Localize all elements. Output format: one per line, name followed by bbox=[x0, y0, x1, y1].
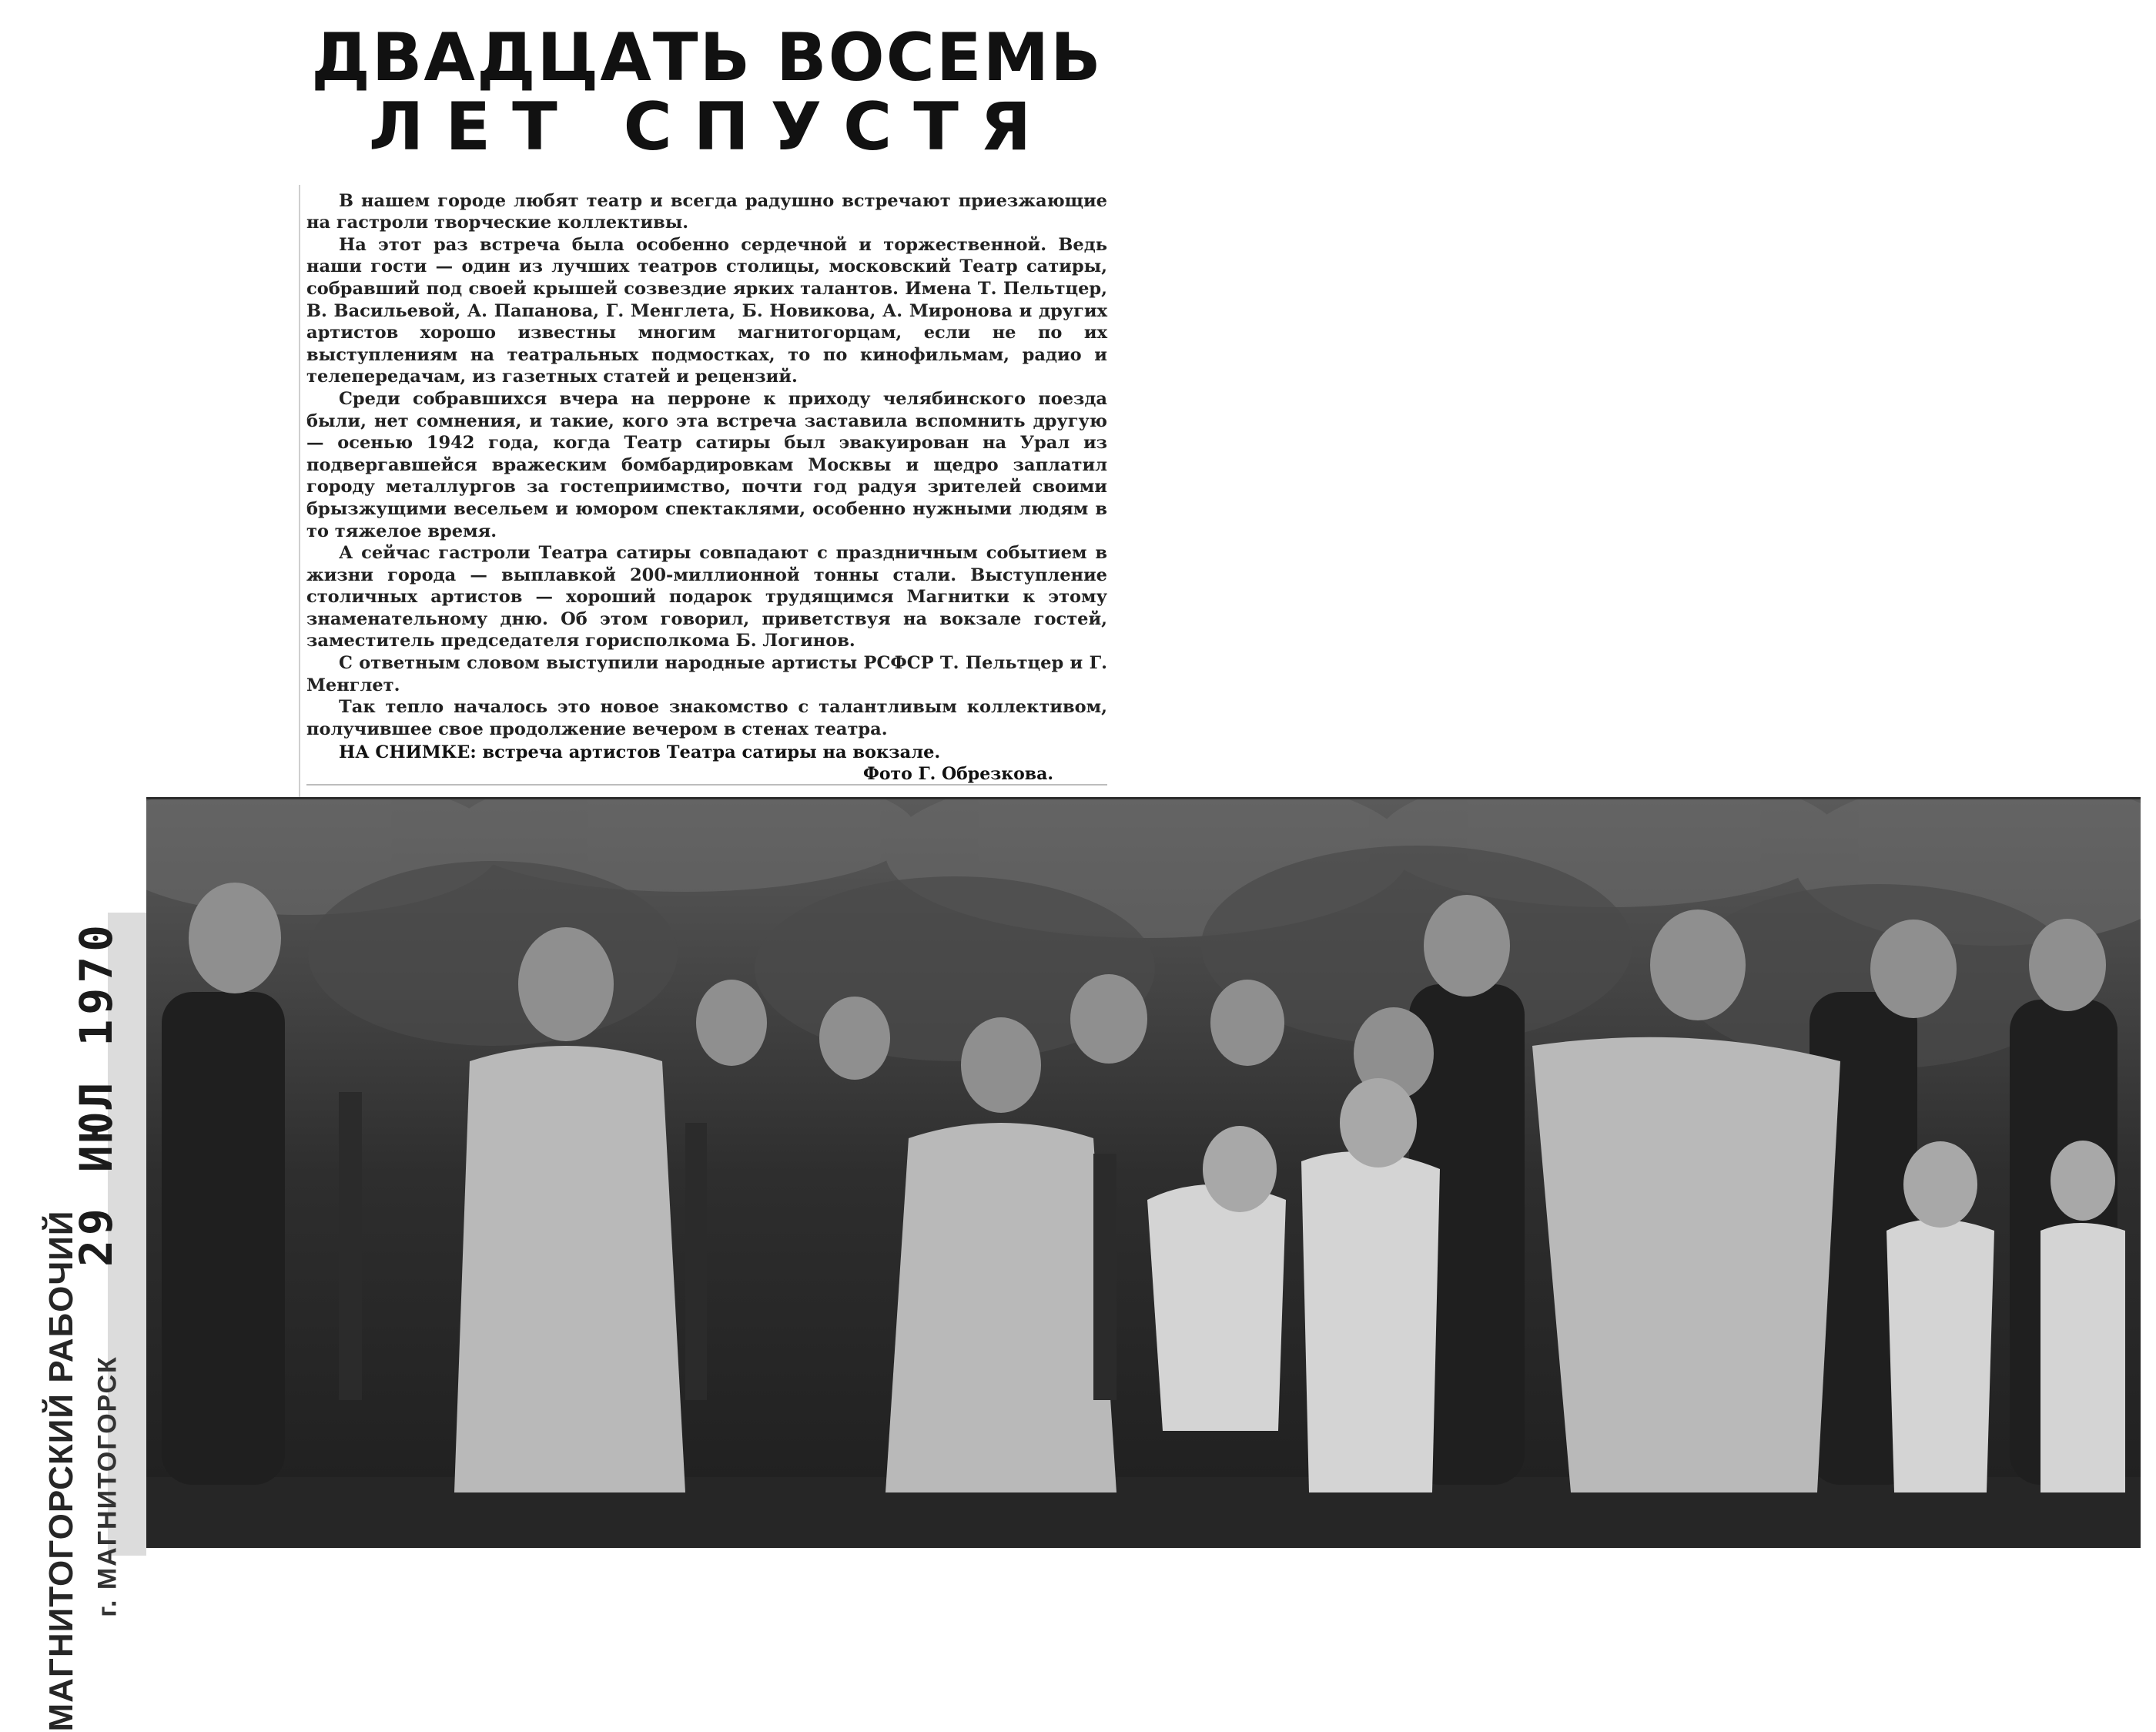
article-body bbox=[306, 190, 1107, 741]
paragraph: Среди собравшихся вчера на перроне к приходу челябинского поезда были, нет сомнения, и такие, кого эта встреча заставила вспомнить другую — осенью 1942 года, когда Театр сатиры был эвакуирован на Урал из подвергавшейся вражеским бомбардировкам Москвы и щедро заплатил городу металлургов за гостеприимство, почти год радуя зрителей своими брызжущими весельем и юмором спектаклями, особенно нужными людям в то тяжелое время. bbox=[306, 388, 1107, 541]
stamp-city-text: г. МАГНИТОГОРСК bbox=[92, 1355, 122, 1617]
headline-line-2: ЛЕТ СПУСТЯ bbox=[368, 89, 1053, 166]
clipping-edge bbox=[299, 185, 300, 816]
paragraph: В нашем городе любят театр и всегда радушно встречают приезжающие на гастроли творческие коллективы. bbox=[306, 190, 1107, 233]
headline bbox=[306, 19, 1107, 166]
paragraph: А сейчас гастроли Театра сатиры совпадают с праздничным событием в жизни города — выплавкой 200-миллионной тонны стали. Выступление столичных артистов — хороший подарок трудящимся Магнитки к этому знаменательному дню. Об этом говорил, приветствуя на вокзале гостей, заместитель председателя горисполкома Б. Логинов. bbox=[306, 543, 1107, 652]
news-photo bbox=[146, 797, 2141, 1548]
clipping-cut-line bbox=[306, 784, 1107, 795]
photo-illustration bbox=[146, 799, 2141, 1548]
stamp-newspaper-text: МАГНИТОГОРСКИЙ РАБОЧИЙ bbox=[42, 1210, 80, 1732]
photo-credit: Фото Г. Обрезкова. bbox=[862, 764, 1053, 785]
paragraph: С ответным словом выступили народные артисты РСФСР Т. Пельтцер и Г. Менглет. bbox=[306, 653, 1107, 695]
stamp-city bbox=[85, 1309, 131, 1663]
photo-caption: НА СНИМКЕ: встреча артистов Театра сатиры на вокзале. bbox=[339, 742, 941, 763]
stamp-newspaper bbox=[35, 1210, 89, 1732]
paragraph: На этот раз встреча была особенно сердечной и торжественной. Ведь наши гости — один из лучших театров столицы, московский Театр сатиры, собравший под своей крышей созвездие ярких талантов. Имена Т. Пельтцер, В. Васильевой, А. Папанова, Г. Менглета, Б. Новикова, А. Миронова и других артистов хорошо известны многим магнитогорцам, если не по их выступлениям на театральных подмостках, то по кинофильмам, радио и телепередачам, из газетных статей и рецензий. bbox=[306, 234, 1107, 387]
article bbox=[306, 19, 1107, 785]
archive-stamp bbox=[31, 909, 139, 1732]
headline-line-1: ДВАДЦАТЬ ВОСЕМЬ bbox=[311, 19, 1103, 96]
stamp-date-text: 29 ИЮЛ 1970 bbox=[70, 920, 122, 1268]
paragraph: Так тепло началось это новое знакомство с талантливым коллективом, получившее свое продолжение вечером в стенах театра. bbox=[306, 697, 1107, 739]
